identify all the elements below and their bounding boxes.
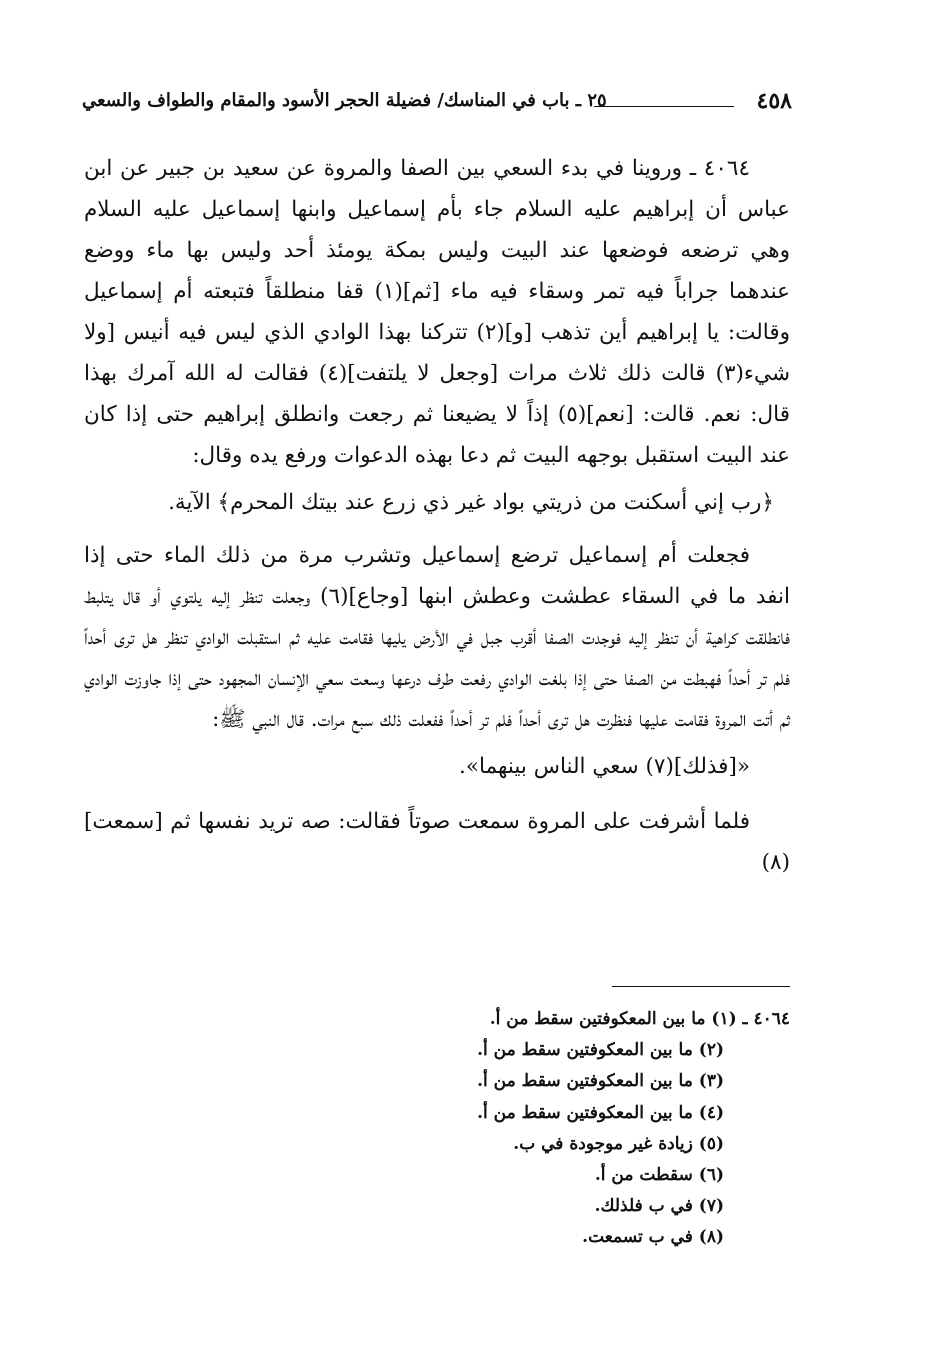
footnotes [420, 1004, 790, 1254]
footnote-item: (٣) ما بين المعكوفتين سقط من أ. [477, 1071, 724, 1092]
footnote-separator [612, 986, 790, 987]
footnote-item: (٥) زيادة غير موجودة في ب. [513, 1133, 724, 1154]
footnote-item: (٢) ما بين المعكوفتين سقط من أ. [477, 1040, 724, 1061]
footnote-item: (٤) ما بين المعكوفتين سقط من أ. [477, 1102, 724, 1123]
paragraph-hadith-4064: ٤٠٦٤ ـ وروينا في بدء السعي بين الصفا والمروة عن سعيد بن جبير عن ابن عباس أن إبراهيم عليه السلام جاء بأم إسماعيل وابنها إسماعيل عليه السلام وهي ترضعه فوضعها عند البيت وليس بمكة يومئذ أحد وليس بها ماء ووضع عندهما جراباً فيه تمر وسقاء فيه ماء [ثم](١) قفا منطلقاً فتبعته أم إسماعيل وقالت: يا إبراهيم أين تذهب [و](٢) تتركنا بهذا الوادي الذي ليس فيه أنيس [ولا شيء(٣) قالت ذلك ثلاث مرات [وجعل لا يلتفت](٤) فقالت له الله آمرك بهذا قال: نعم. قالت: [نعم](٥) إذاً لا يضيعنا ثم رجعت وانطلق إبراهيم حتى إذا كان عند البيت استقبل بوجهه البيت ثم دعا بهذه الدعوات ورفع يده وقال: [84, 156, 790, 468]
footnote-item: (٧) في ب فلذلك. [594, 1196, 724, 1217]
footnote-item: ٤٠٦٤ ـ (١) ما بين المعكوفتين سقط من أ. [489, 1009, 790, 1029]
footnote-item: (٦) سقطت من أ. [594, 1165, 724, 1186]
page-number: ٤٥٨ [756, 88, 792, 114]
running-header [82, 88, 792, 122]
quran-quote: ﴿رب إني أسكنت من ذريتي بواد غير ذي زرع عند بيتك المحرم﴾ الآية. [168, 490, 774, 515]
prophet-quote: «[فذلك](٧) سعي الناس بينهما». [459, 754, 750, 779]
chapter-title: ٢٥ ـ باب في المناسك/ فضيلة الحجر الأسود والمقام والطواف والسعي [82, 90, 607, 111]
main-text [84, 148, 790, 883]
paragraph-final: فلما أشرفت على المروة سمعت صوتاً فقالت: صه تريد نفسها ثم [سمعت](٨) [84, 809, 790, 875]
paragraph-continuation: فجعلت أم إسماعيل ترضع إسماعيل وتشرب مرة من ذلك الماء حتى إذا انفد ما في السقاء عطشت وعطش ابنها [وجاع](٦) وجعلت تنظر إليه يلتوي أو قال يتلبط فانطلقت كراهية أن تنظر إليه فوجدت الصفا أقرب جبل في الأرض يليها فقامت عليه ثم استقبلت الوادي تنظر هل ترى أحداً فلم تر أحداً فهبطت من الصفا حتى إذا بلغت الوادي رفعت طرف درعها وسعت سعي الإنسان المجهود حتى إذا جاوزت الوادي ثم أتت المروة فقامت عليها فنظرت هل ترى أحداً فلم تر أحداً ففعلت ذلك سبع مرات. قال النبي ﷺ: [84, 543, 790, 732]
header-rule [594, 106, 734, 107]
footnote-item: (٨) في ب تسمعت. [582, 1227, 724, 1248]
